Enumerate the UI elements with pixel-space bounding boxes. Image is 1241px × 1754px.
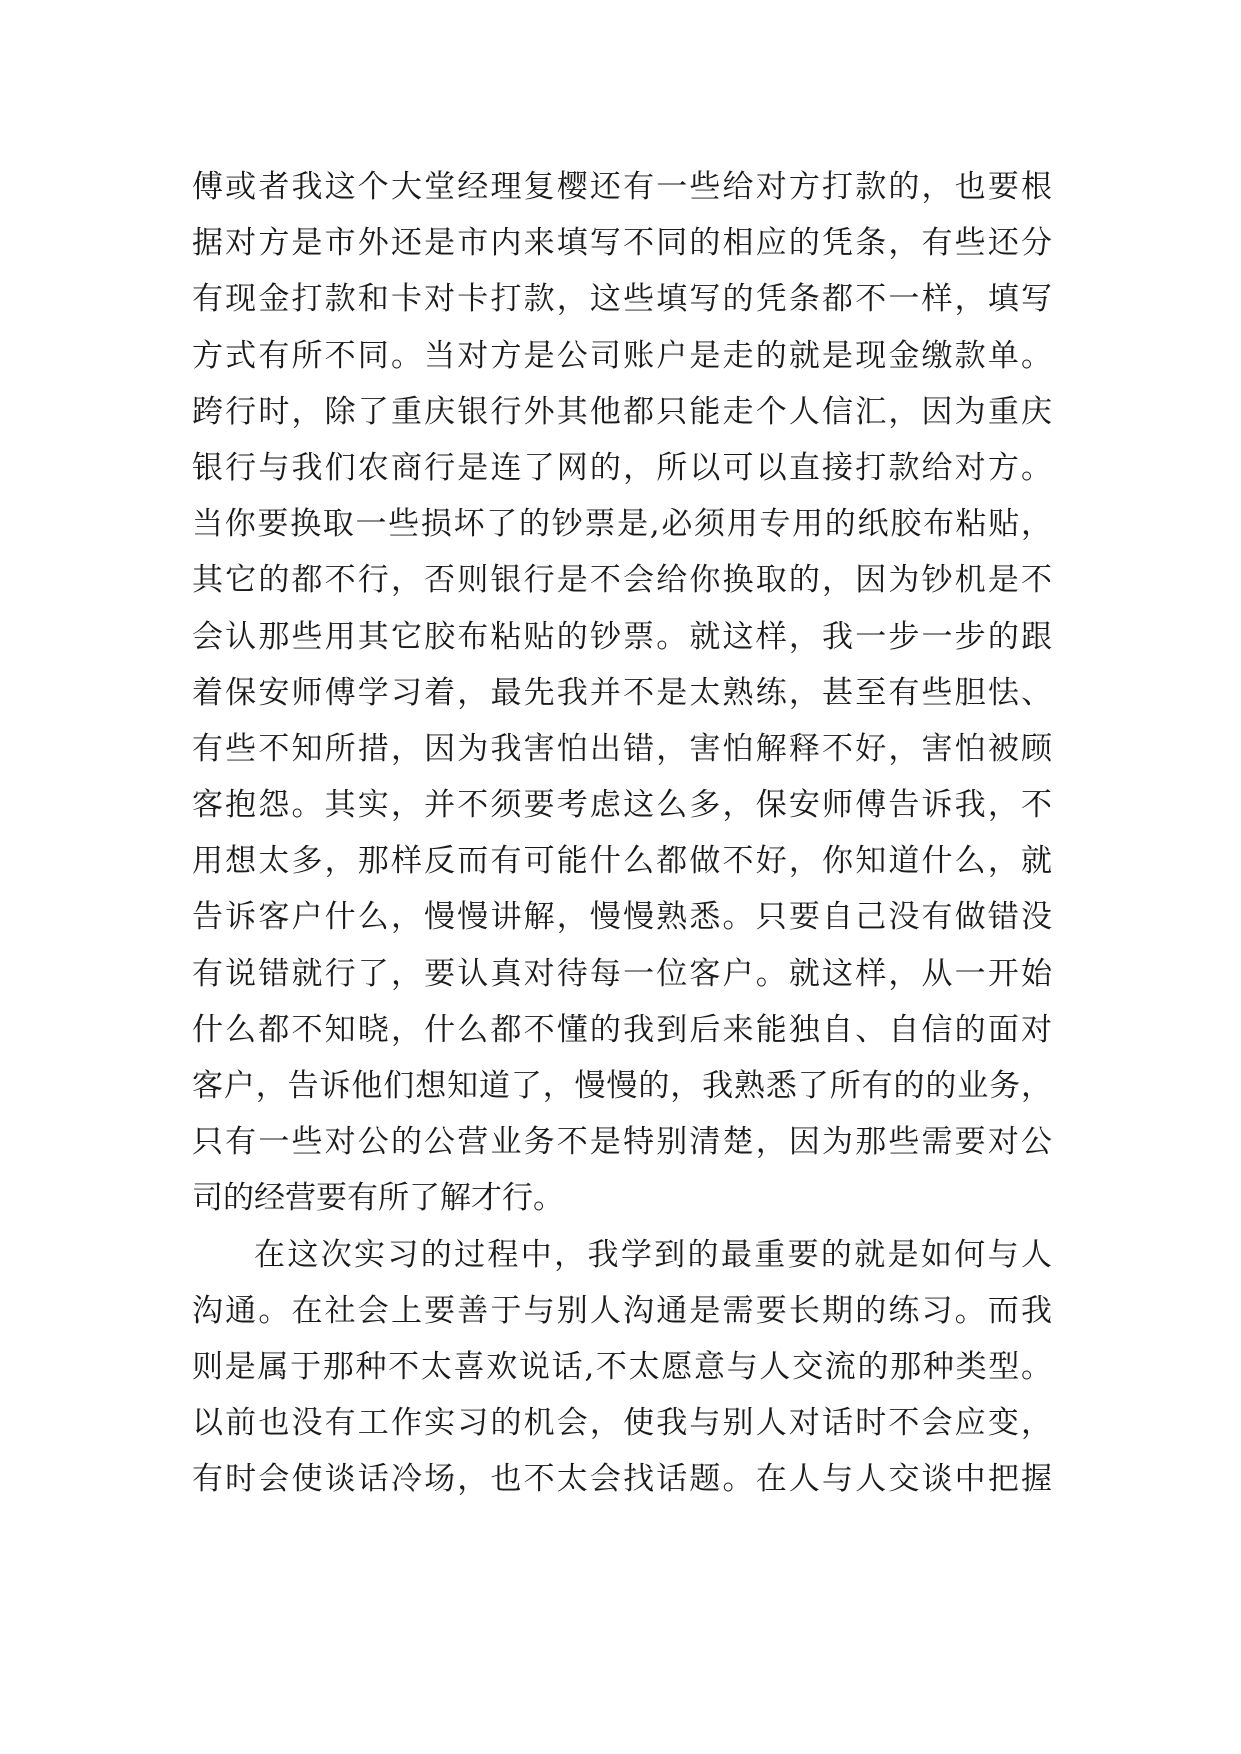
text-line: 银行与我们农商行是连了网的，所以可以直接打款给对方。: [192, 449, 1052, 486]
paragraph-end-line: 司的经营要有所了解才行。: [192, 1180, 564, 1217]
text-line: 方式有所不同。当对方是公司账户是走的就是现金缴款单。: [192, 337, 1052, 374]
text-line: 跨行时，除了重庆银行外其他都只能走个人信汇，因为重庆: [192, 393, 1052, 430]
text-line: 有说错就行了，要认真对待每一位客户。就这样，从一开始: [192, 955, 1052, 992]
text-line: 告诉客户什么，慢慢讲解，慢慢熟悉。只要自己没有做错没: [192, 899, 1052, 936]
text-line: 傅或者我这个大堂经理复樱还有一些给对方打款的，也要根: [192, 169, 1052, 205]
text-line: 客户，告诉他们想知道了，慢慢的，我熟悉了所有的的业务，: [192, 1068, 1052, 1104]
text-line: 会认那些用其它胶布粘贴的钞票。就这样，我一步一步的跟: [192, 618, 1052, 655]
text-line: 有些不知所措，因为我害怕出错，害怕解释不好，害怕被顾: [192, 730, 1052, 767]
text-line: 客抱怨。其实，并不须要考虑这么多，保安师傅告诉我，不: [192, 787, 1052, 824]
text-line: 则是属于那种不太喜欢说话,不太愿意与人交流的那种类型。: [192, 1348, 1052, 1385]
text-line: 沟通。在社会上要善于与别人沟通是需要长期的练习。而我: [192, 1292, 1052, 1329]
paragraph-start-line: 在这次实习的过程中，我学到的最重要的就是如何与人: [254, 1236, 1052, 1273]
text-line: 有现金打款和卡对卡打款，这些填写的凭条都不一样，填写: [192, 281, 1052, 318]
text-line: 只有一些对公的公营业务不是特别清楚，因为那些需要对公: [192, 1124, 1052, 1161]
text-line: 着保安师傅学习着，最先我并不是太熟练，甚至有些胆怯、: [192, 674, 1052, 711]
text-line: 其它的都不行，否则银行是不会给你换取的，因为钞机是不: [192, 562, 1052, 599]
text-line: 有时会使谈话冷场，也不太会找话题。在人与人交谈中把握: [192, 1461, 1052, 1498]
text-line: 当你要换取一些损坏了的钞票是,必须用专用的纸胶布粘贴，: [192, 506, 1052, 543]
text-line: 用想太多，那样反而有可能什么都做不好，你知道什么，就: [192, 843, 1052, 880]
text-line: 什么都不知晓，什么都不懂的我到后来能独自、自信的面对: [192, 1011, 1052, 1048]
body-text: [192, 159, 1052, 1508]
text-line: 据对方是市外还是市内来填写不同的相应的凭条，有些还分: [192, 225, 1052, 262]
text-line: 以前也没有工作实习的机会，使我与别人对话时不会应变，: [192, 1405, 1052, 1442]
